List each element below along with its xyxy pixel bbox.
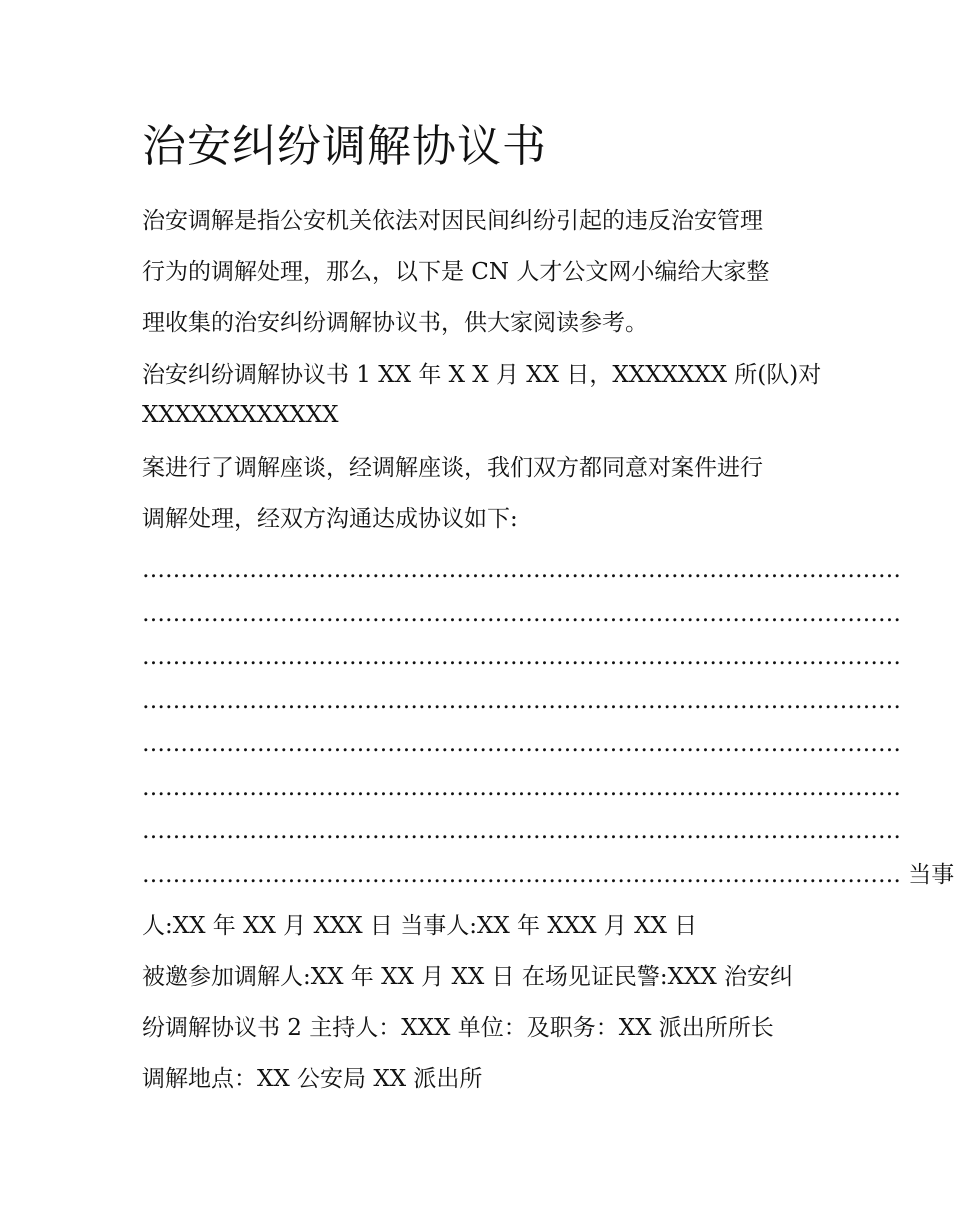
intro-line-3: 理收集的治安纠纷调解协议书，供大家阅读参考。 <box>142 310 648 336</box>
agreement-line-3: 案进行了调解座谈，经调解座谈，我们双方都同意对案件进行 <box>142 455 763 481</box>
dotted-line-3: ……………………………………………………………………………………… <box>142 644 901 670</box>
agreement-line-1: 治安纠纷调解协议书 1 XX 年 X X 月 XX 日，XXXXXXX 所(队)对 <box>142 362 822 388</box>
intro-line-1: 治安调解是指公安机关依法对因民间纠纷引起的违反治安管理 <box>142 208 763 234</box>
dotted-line-1: ……………………………………………………………………………………… <box>142 557 901 583</box>
dotted-line-2: ……………………………………………………………………………………… <box>142 600 901 627</box>
signature-line-1: 人:XX 年 XX 月 XXX 日 当事人:XX 年 XXX 月 XX 日 <box>142 913 698 939</box>
signature-line-3: 纷调解协议书 2 主持人：XXX 单位：及职务：XX 派出所所长 <box>142 1015 774 1041</box>
signature-line-2: 被邀参加调解人:XX 年 XX 月 XX 日 在场见证民警:XXX 治安纠 <box>142 964 794 990</box>
document-title: 治安纠纷调解协议书 <box>142 121 547 172</box>
signature-line-4: 调解地点：XX 公安局 XX 派出所 <box>142 1066 483 1092</box>
dotted-line-7: ……………………………………………………………………………………… <box>142 818 901 844</box>
dotted-line-4: ……………………………………………………………………………………… <box>142 687 901 714</box>
document-body <box>142 112 954 1105</box>
intro-line-2: 行为的调解处理，那么，以下是 CN 人才公文网小编给大家整 <box>142 259 770 285</box>
dotted-line-8: ……………………………………………………………………………………… 当事 <box>142 861 954 888</box>
agreement-line-2: XXXXXXXXXXXX <box>142 402 339 428</box>
dotted-line-6: ……………………………………………………………………………………… <box>142 774 901 801</box>
dotted-line-5: ……………………………………………………………………………………… <box>142 731 901 757</box>
agreement-line-4: 调解处理，经双方沟通达成协议如下: <box>142 506 518 532</box>
